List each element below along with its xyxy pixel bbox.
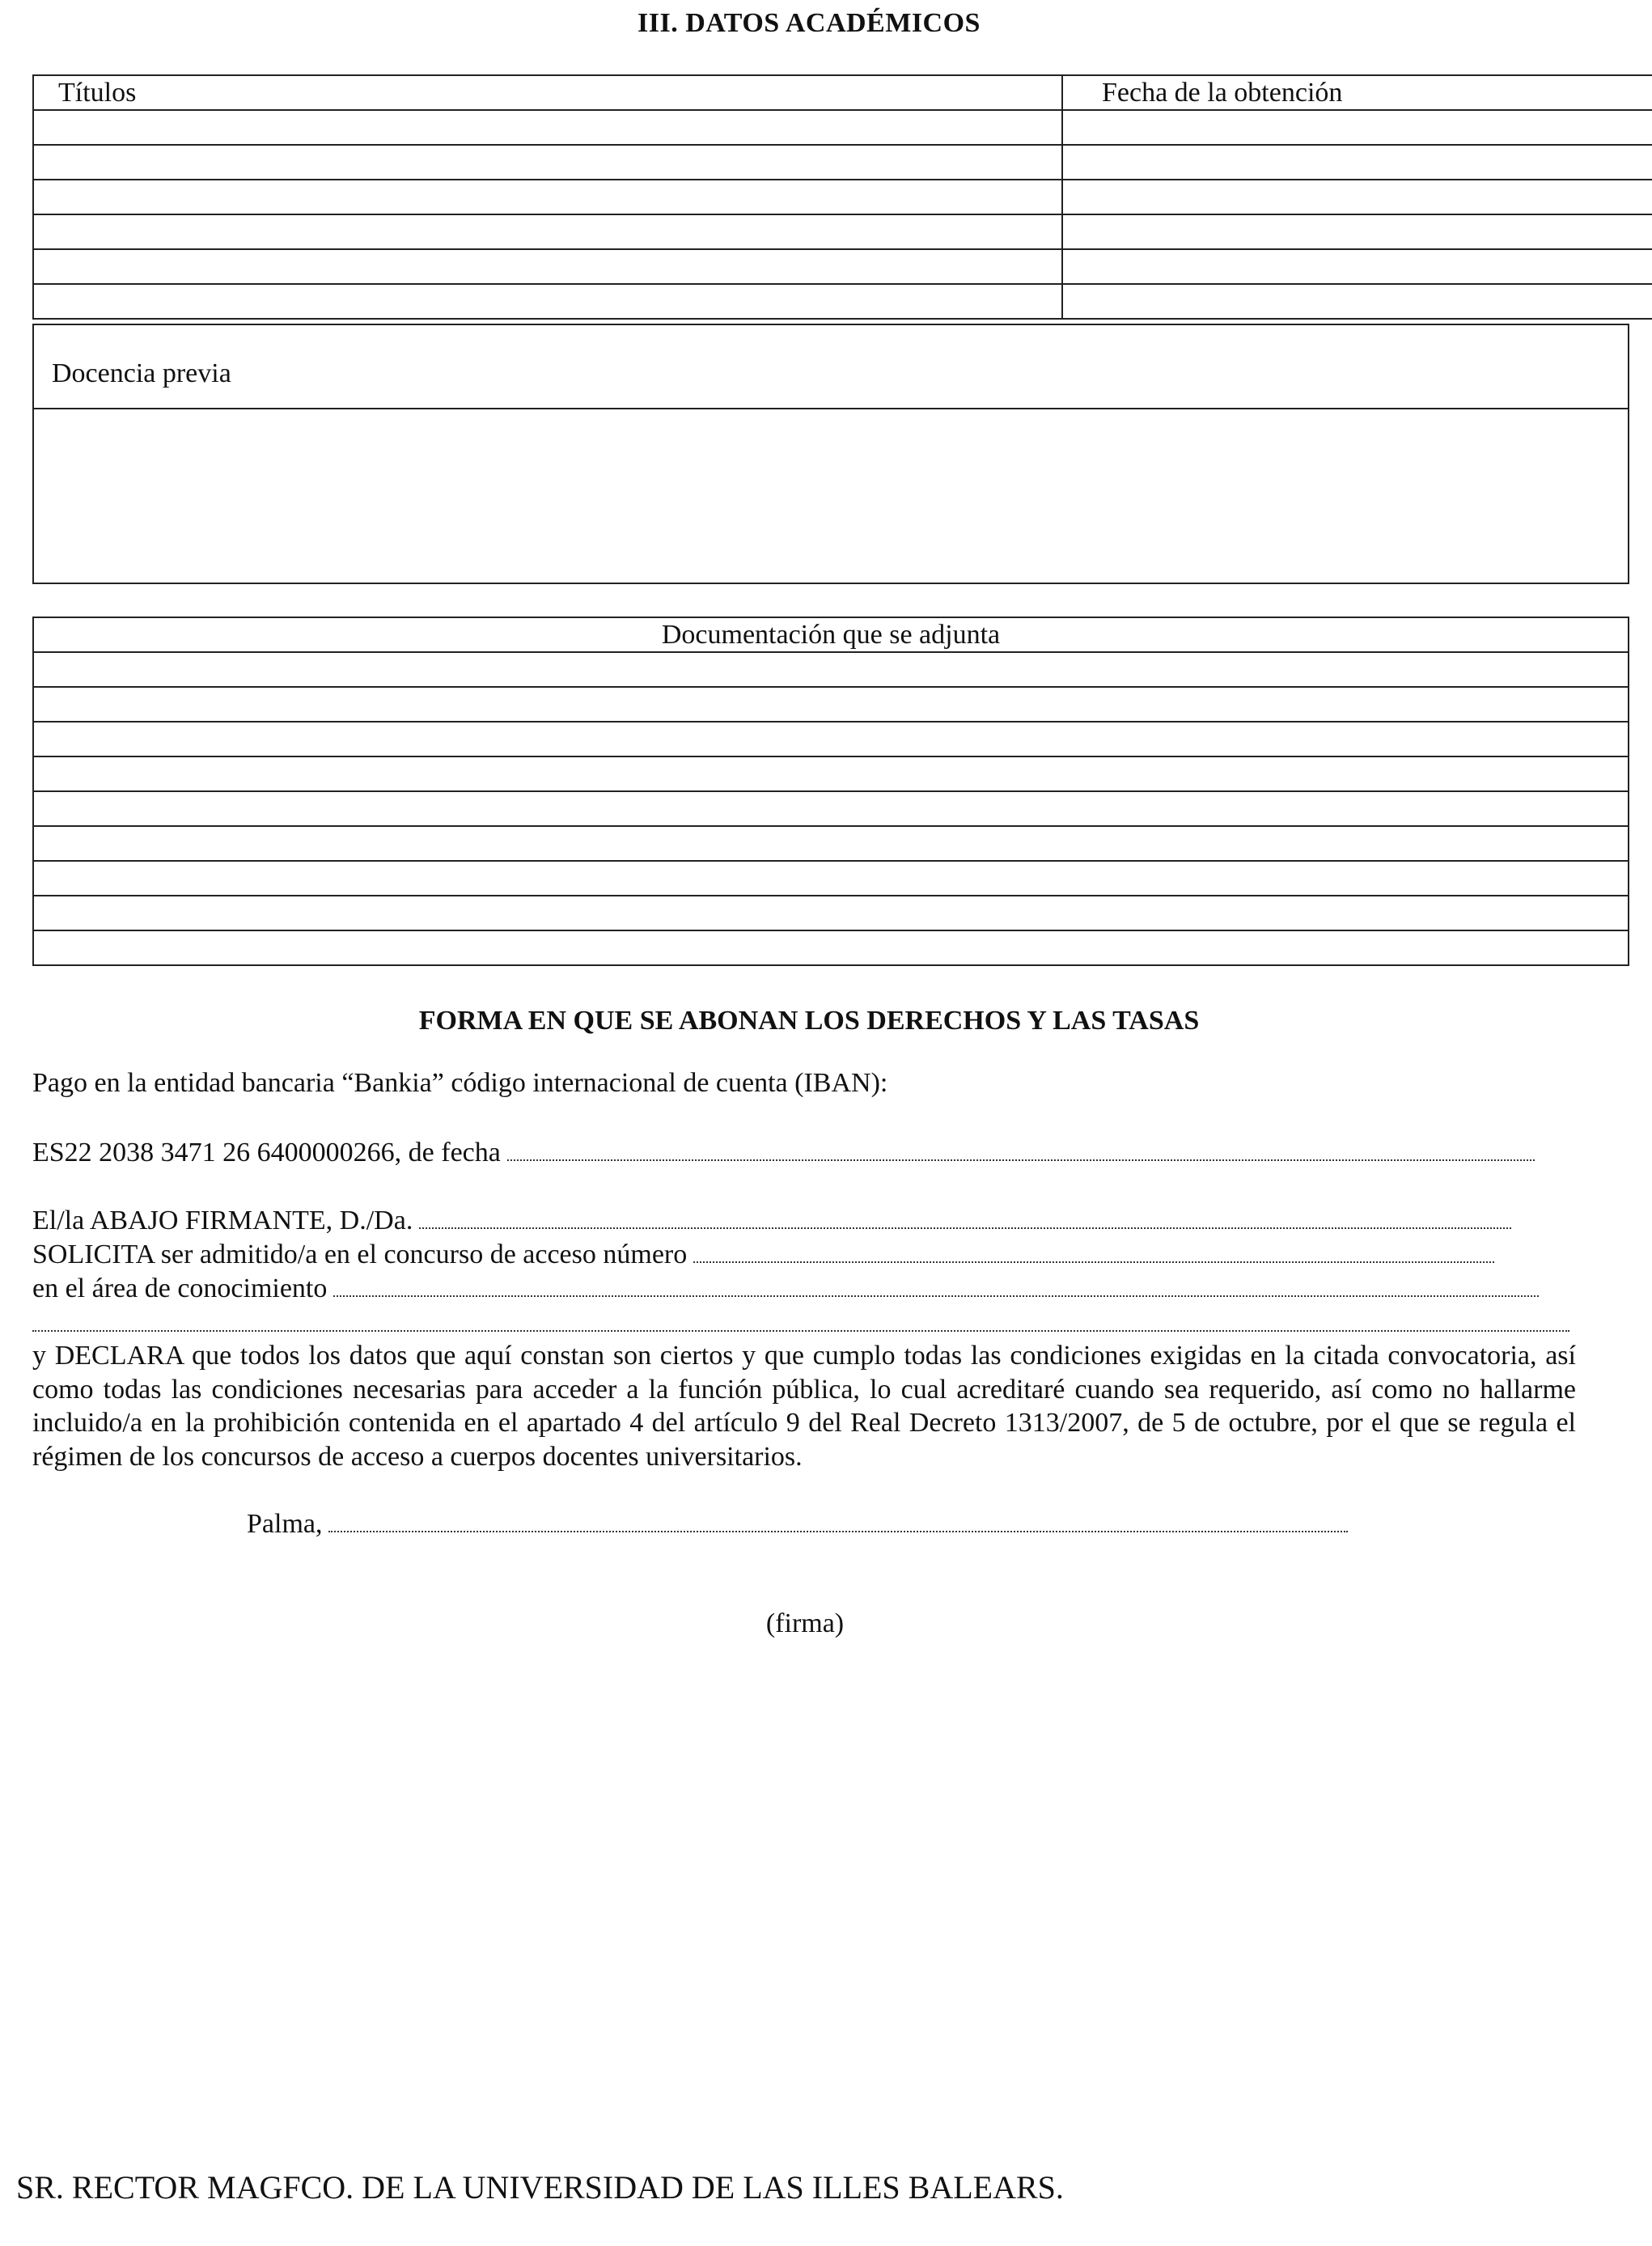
area-label: en el área de conocimiento — [32, 1273, 328, 1303]
date-cell[interactable] — [1062, 249, 1652, 284]
document-cell[interactable] — [33, 756, 1629, 791]
document-cell[interactable] — [33, 652, 1629, 687]
section-title: III. DATOS ACADÉMICOS — [638, 8, 981, 38]
documents-table-row — [33, 687, 1629, 722]
document-cell[interactable] — [33, 791, 1629, 826]
attached-documents-table — [32, 617, 1629, 966]
previous-teaching-label: Docencia previa — [34, 325, 1628, 409]
declaration-paragraph: y DECLARA que todos los datos que aquí constan son ciertos y que cumplo todas las condiciones exigidas en la citada convocatoria, así como todas las condiciones necesarias para acceder a la función pública, lo cual acreditaré cuando sea requerido, así como no hallarme incluido/a en la prohibición contenida en el apartado 4 del artículo 9 del Real Decreto 1313/2007, de 5 de octubre, por el que se regula el régimen de los concursos de acceso a cuerpos docentes universitarios. — [32, 1341, 1576, 1472]
previous-teaching-field[interactable] — [34, 409, 1628, 583]
titles-table-row — [33, 145, 1652, 180]
signer-label: El/la ABAJO FIRMANTE, D./Da. — [32, 1206, 413, 1235]
documents-table-row — [33, 791, 1629, 826]
addressee-footer: SR. RECTOR MAGFCO. DE LA UNIVERSIDAD DE LAS ILLES BALEARS. — [16, 2169, 1064, 2206]
title-cell[interactable] — [33, 110, 1062, 145]
title-cell[interactable] — [33, 284, 1062, 319]
documents-column-header: Documentación que se adjunta — [33, 617, 1629, 652]
place-date-field[interactable] — [328, 1531, 1348, 1532]
document-cell[interactable] — [33, 722, 1629, 756]
request-line — [32, 1240, 1494, 1270]
iban-text: ES22 2038 3471 26 6400000266, de fecha — [32, 1138, 501, 1167]
documents-table-row — [33, 722, 1629, 756]
documents-table-body — [33, 652, 1629, 965]
documents-table-row — [33, 930, 1629, 965]
documents-table-row — [33, 756, 1629, 791]
payment-date-field[interactable] — [507, 1159, 1535, 1161]
title-cell[interactable] — [33, 145, 1062, 180]
documents-table-row — [33, 896, 1629, 930]
contest-number-field[interactable] — [693, 1261, 1494, 1263]
request-label: SOLICITA ser admitido/a en el concurso de acceso número — [32, 1240, 688, 1269]
bank-line: Pago en la entidad bancaria “Bankia” código internacional de cuenta (IBAN): — [32, 1068, 888, 1098]
document-cell[interactable] — [33, 687, 1629, 722]
document-cell[interactable] — [33, 930, 1629, 965]
documents-table-row — [33, 826, 1629, 861]
payment-heading: FORMA EN QUE SE ABONAN LOS DERECHOS Y LAS TASAS — [418, 1006, 1200, 1036]
titles-table-row — [33, 110, 1652, 145]
date-cell[interactable] — [1062, 284, 1652, 319]
date-cell[interactable] — [1062, 145, 1652, 180]
titles-table-row — [33, 284, 1652, 319]
titles-header-row — [33, 75, 1652, 110]
title-cell[interactable] — [33, 214, 1062, 249]
area-continuation-field[interactable] — [32, 1330, 1569, 1332]
date-cell[interactable] — [1062, 214, 1652, 249]
documents-table-row — [33, 652, 1629, 687]
date-cell[interactable] — [1062, 180, 1652, 214]
titles-table-body — [33, 110, 1652, 319]
title-cell[interactable] — [33, 180, 1062, 214]
titles-table-row — [33, 214, 1652, 249]
title-cell[interactable] — [33, 249, 1062, 284]
documents-header-row — [33, 617, 1629, 652]
titles-table-row — [33, 180, 1652, 214]
titles-table-row — [33, 249, 1652, 284]
document-cell[interactable] — [33, 896, 1629, 930]
document-cell[interactable] — [33, 861, 1629, 896]
signer-name-field[interactable] — [419, 1227, 1511, 1229]
previous-teaching-box — [32, 324, 1629, 584]
documents-table-row — [33, 861, 1629, 896]
titles-column-header: Títulos — [33, 75, 1062, 110]
signer-line — [32, 1206, 1511, 1236]
date-cell[interactable] — [1062, 110, 1652, 145]
date-column-header: Fecha de la obtención — [1062, 75, 1652, 110]
document-cell[interactable] — [33, 826, 1629, 861]
signature-label: (firma) — [765, 1608, 845, 1638]
place-date-line — [247, 1509, 1348, 1540]
knowledge-area-field[interactable] — [333, 1295, 1539, 1297]
titles-table — [32, 74, 1652, 320]
iban-line — [32, 1138, 1535, 1168]
area-line — [32, 1273, 1539, 1304]
place-label: Palma, — [247, 1509, 323, 1539]
